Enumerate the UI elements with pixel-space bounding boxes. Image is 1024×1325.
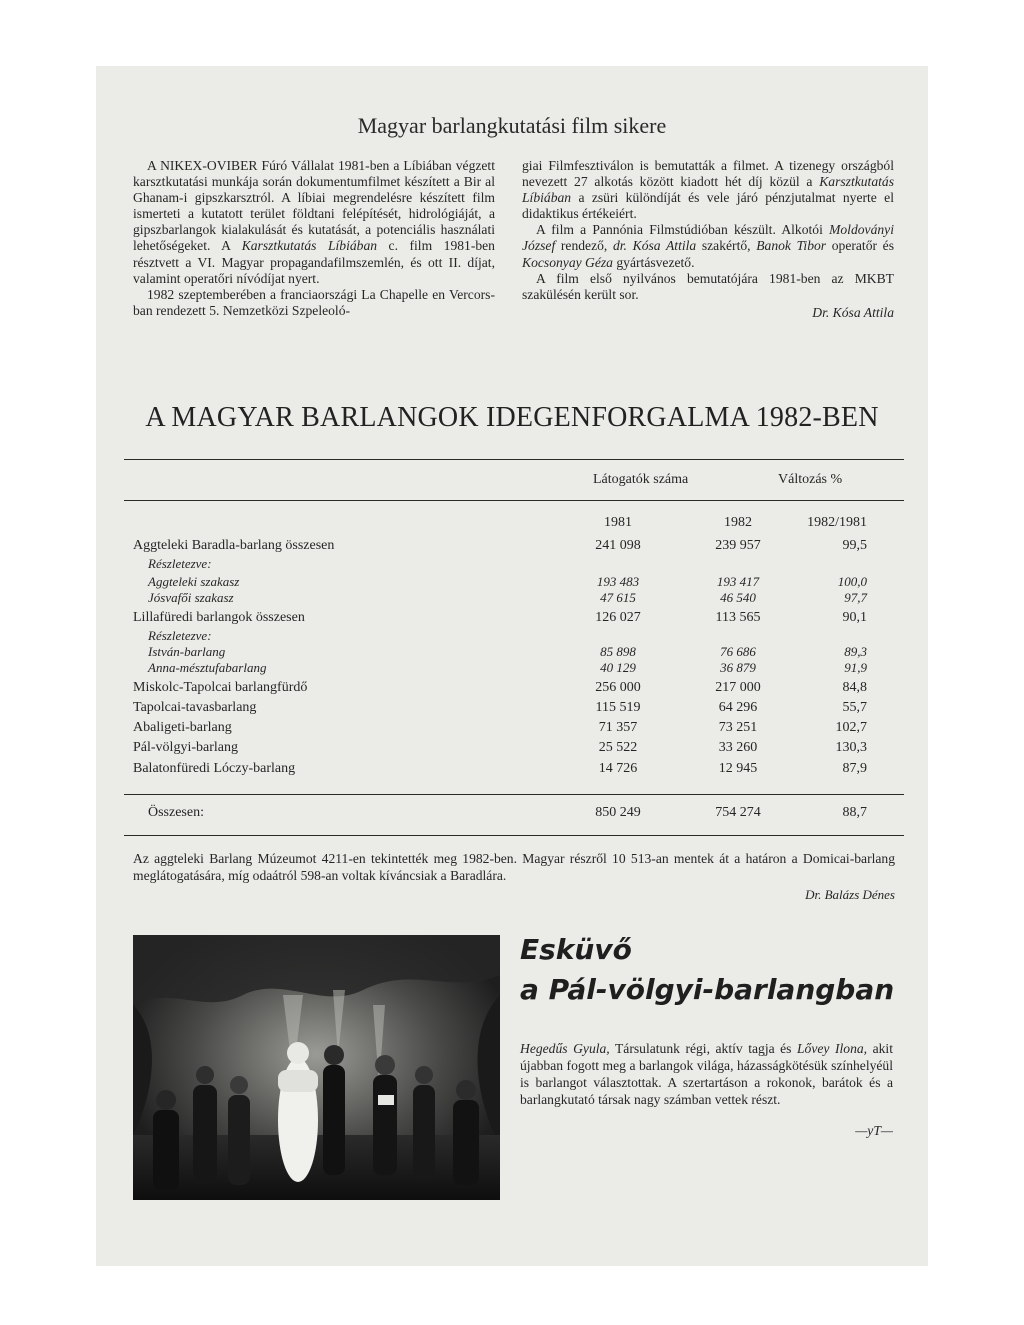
article-paragraph: A NIKEX-OVIBER Fúró Vállalat 1981-ben a Líbiában végzett karsztkutatási munkája során dokumentumfilmet készített a Bir al Ghanam-i gipszkarsztról. A líbiai megrendelésre készített film ismerteti a kutatott terület földtani felépítését, hidrológiáját, a gipszbarlangok kialakulását és kutatását, a potenciális használati lehetőségeket. A Karsztkutatás Líbiában c. film 1981-ben résztvett a VI. Magyar propagandafilmszemlén, és ott II. díjat, valamint operatőri nívódíjat nyert. xyxy=(133,158,495,286)
article-paragraph: A film első nyilvános bemutatójára 1981-ben az MKBT szakülésén került sor. xyxy=(522,270,894,302)
row-change: 130,3 xyxy=(835,740,867,755)
row-value-1981: 47 615 xyxy=(600,590,636,605)
row-label: Részletezve: xyxy=(148,556,212,571)
year-header-ratio: 1982/1981 xyxy=(807,515,867,530)
table-row xyxy=(133,538,893,558)
table-row xyxy=(133,720,893,740)
note-signature: Dr. Balázs Dénes xyxy=(805,887,895,902)
row-change: 99,5 xyxy=(842,538,867,553)
row-change: 89,3 xyxy=(844,644,867,659)
table-title: A MAGYAR BARLANGOK IDEGENFORGALMA 1982-BEN xyxy=(145,402,879,433)
total-label: Összesen: xyxy=(148,805,204,820)
year-header-1982: 1982 xyxy=(724,515,752,530)
headline-line-2: a Pál-völgyi-barlangban xyxy=(520,973,895,1006)
row-change: 100,0 xyxy=(837,574,867,589)
table-row xyxy=(133,700,893,720)
headline-line-1: Esküvő xyxy=(520,933,632,966)
table-row xyxy=(133,680,893,700)
row-value-1982: 113 565 xyxy=(715,610,761,625)
row-value-1982: 33 260 xyxy=(718,740,758,755)
row-label: Tapolcai-tavasbarlang xyxy=(133,700,257,715)
table-row xyxy=(133,660,893,680)
wedding-story xyxy=(520,1040,893,1139)
article-left-column xyxy=(133,158,495,319)
row-label: Abaligeti-barlang xyxy=(133,720,232,735)
table-row xyxy=(133,761,893,781)
header-visitors: Látogatók száma xyxy=(593,472,689,487)
row-label: Jósvafői szakasz xyxy=(148,590,234,605)
table-row xyxy=(133,610,893,630)
row-label: Miskolc-Tapolcai barlangfürdő xyxy=(133,680,308,695)
note-text: Az aggteleki Barlang Múzeumot 4211-en tekintették meg 1982-ben. Magyar részről 10 513-an mentek át a határon a Domicai-barlang meglátogatására, míg odaátról 598-an voltak kíváncsiak a Baradlára. xyxy=(133,851,895,883)
wedding-paragraph: Hegedűs Gyula, Társulatunk régi, aktív tagja és Lővey Ilona, akit újabban fogott meg a barlangok világa, házasságkötésük színhelyéül is barlangot választottak. A szertartáson a rokonok, barátok és a barlangkutató társak nagy számban vettek részt. xyxy=(520,1041,893,1107)
row-value-1981: 115 519 xyxy=(595,700,641,715)
row-value-1982: 193 417 xyxy=(716,574,760,589)
article-paragraph: A film a Pannónia Filmstúdióban készült. Alkotói Moldoványi József rendező, dr. Kósa Attila szakértő, Banok Tibor operatőr és Kocsonyay Géza gyártásvezető. xyxy=(522,222,895,270)
article-title: Magyar barlangkutatási film sikere xyxy=(357,113,667,138)
row-value-1981: 85 898 xyxy=(600,644,636,659)
wedding-photo-illustration xyxy=(133,935,500,1200)
wedding-photo xyxy=(133,935,500,1200)
row-label: Pál-völgyi-barlang xyxy=(133,740,238,755)
row-change: 102,7 xyxy=(835,720,867,735)
table-bottom-rule xyxy=(124,835,904,836)
row-change: 55,7 xyxy=(842,700,867,715)
wedding-signature: —yT— xyxy=(855,1123,893,1138)
table-top-rule xyxy=(124,459,904,460)
row-value-1981: 193 483 xyxy=(596,574,640,589)
row-value-1982: 46 540 xyxy=(720,590,756,605)
row-label: Aggteleki szakasz xyxy=(148,574,240,589)
row-change: 97,7 xyxy=(844,590,867,605)
row-value-1982: 73 251 xyxy=(718,720,758,735)
header-change: Változás % xyxy=(778,472,843,487)
row-value-1982: 217 000 xyxy=(715,680,761,695)
row-value-1981: 25 522 xyxy=(598,740,638,755)
total-change: 88,7 xyxy=(842,805,867,820)
total-row xyxy=(148,805,893,825)
article-paragraph: giai Filmfesztiválon is bemutatták a filmet. A tizenegy országból nevezett 27 alkotás között kiadott hét díj közül a Karsztkutatás Líbiában a zsüri különdíját és vele járó pénzjutalmat nyerte el didaktikus értékeiért. xyxy=(522,158,894,222)
table-row xyxy=(133,556,893,576)
table-row xyxy=(133,740,893,760)
row-label: István-barlang xyxy=(148,644,226,659)
row-label: Aggteleki Baradla-barlang összesen xyxy=(133,538,335,553)
row-value-1981: 71 357 xyxy=(598,720,638,735)
total-1982: 754 274 xyxy=(715,805,761,820)
wedding-headline xyxy=(520,930,894,1010)
row-label: Anna-mésztufabarlang xyxy=(148,660,267,675)
table-header-rule xyxy=(124,500,904,501)
article-signature: Dr. Kósa Attila xyxy=(812,304,894,320)
row-label: Részletezve: xyxy=(148,628,212,643)
table-row xyxy=(133,590,893,610)
year-header-1981: 1981 xyxy=(604,515,632,530)
row-value-1982: 36 879 xyxy=(720,660,756,675)
row-value-1981: 241 098 xyxy=(595,538,641,553)
row-value-1981: 40 129 xyxy=(600,660,636,675)
row-change: 84,8 xyxy=(842,680,867,695)
row-value-1982: 76 686 xyxy=(720,644,756,659)
year-header-row xyxy=(133,515,893,535)
total-1981: 850 249 xyxy=(595,805,641,820)
row-value-1982: 239 957 xyxy=(715,538,761,553)
article-right-column xyxy=(522,158,894,321)
row-value-1982: 12 945 xyxy=(718,761,758,776)
row-change: 87,9 xyxy=(842,761,867,776)
row-value-1981: 126 027 xyxy=(595,610,641,625)
row-change: 90,1 xyxy=(842,610,867,625)
row-value-1981: 14 726 xyxy=(598,761,638,776)
article-paragraph: 1982 szeptemberében a franciaországi La Chapelle en Vercors-ban rendezett 5. Nemzetközi Szpeleoló- xyxy=(133,286,495,318)
table-total-rule xyxy=(124,794,904,795)
row-label: Lillafüredi barlangok összesen xyxy=(133,610,305,625)
tourism-note xyxy=(133,850,895,903)
row-value-1981: 256 000 xyxy=(595,680,641,695)
row-value-1982: 64 296 xyxy=(718,700,758,715)
row-change: 91,9 xyxy=(844,660,867,675)
row-label: Balatonfüredi Lóczy-barlang xyxy=(133,761,296,776)
